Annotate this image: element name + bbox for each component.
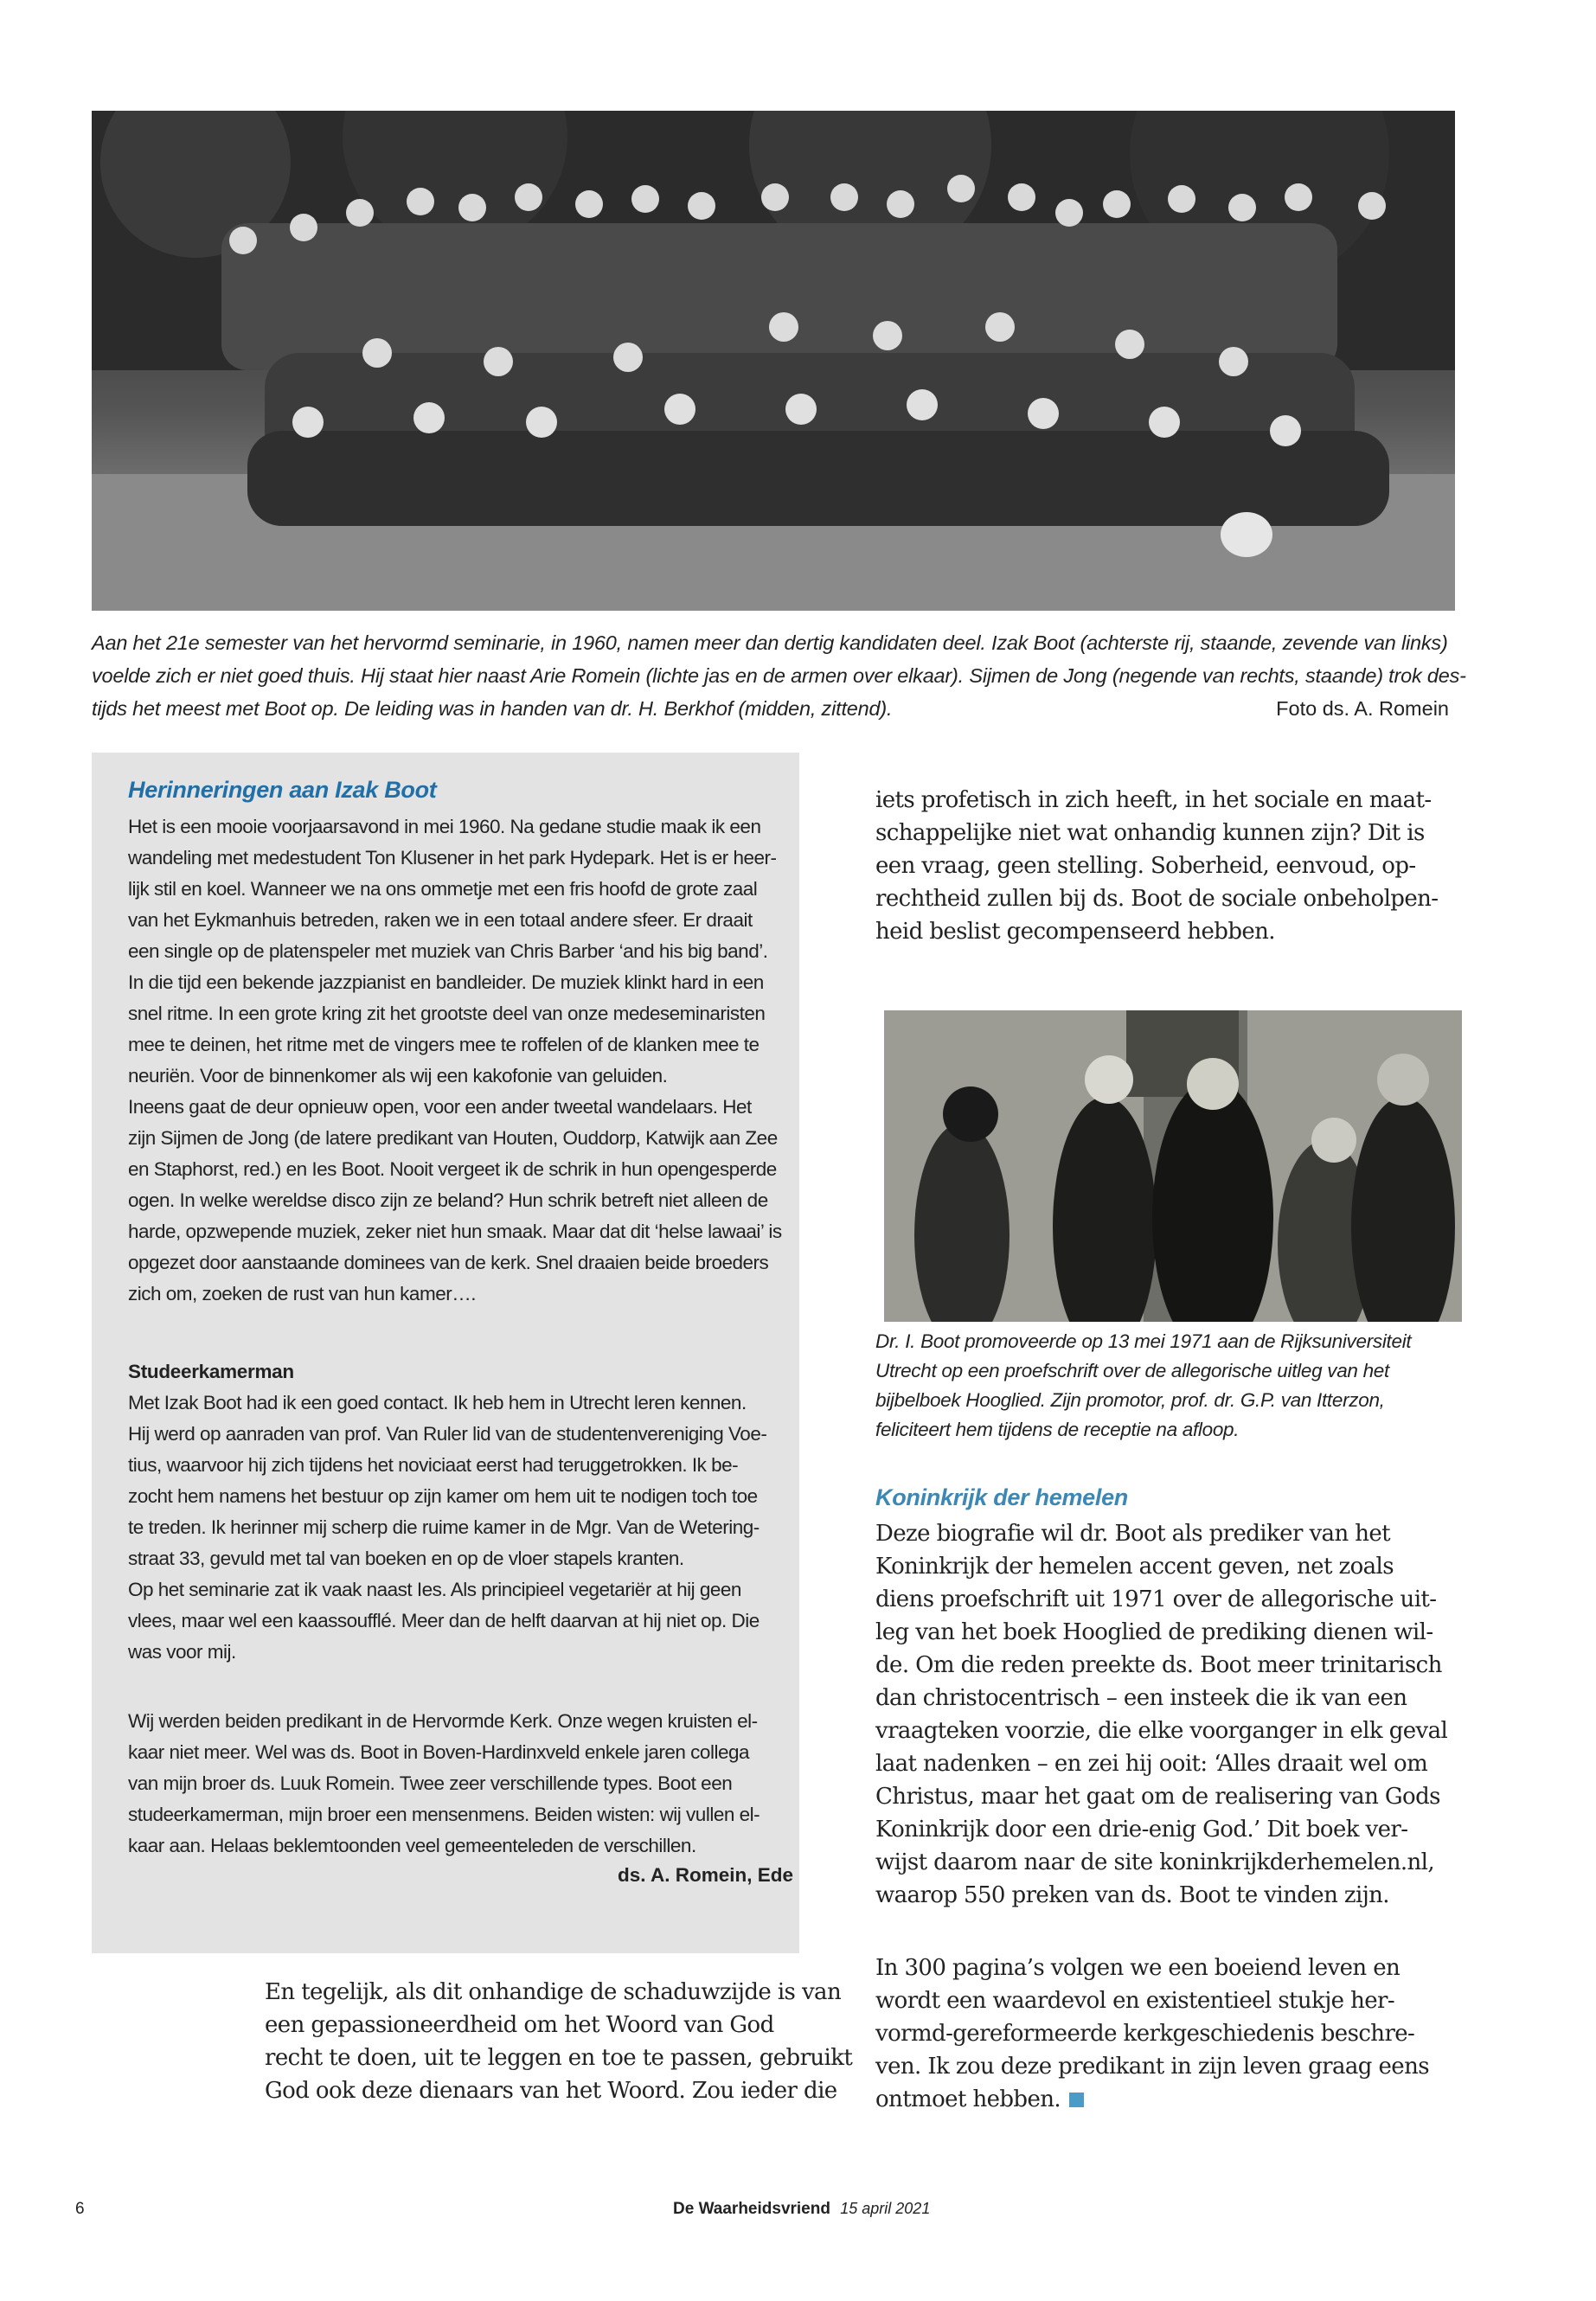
box-line: opgezet door aanstaande dominees van de kerk. Snel draaien beide broeders	[128, 1252, 769, 1273]
box-line: Het is een mooie voorjaarsavond in mei 1960. Na gedane studie maak ik een	[128, 816, 761, 837]
text-line: In 300 pagina’s volgen we een boeiend leven en	[875, 1955, 1401, 1981]
box-line: van mijn broer ds. Luuk Romein. Twee zeer verschillende types. Boot een	[128, 1772, 733, 1794]
text-line: een vraag, geen stelling. Soberheid, eenvoud, op-	[875, 853, 1416, 879]
box-line: zich om, zoeken de rust van hun kamer….	[128, 1283, 476, 1304]
text-line: schappelijke niet wat onhandig kunnen zijn? Dit is	[875, 820, 1425, 846]
caption-line: Dr. I. Boot promoveerde op 13 mei 1971 aan de Rijksuniversiteit	[875, 1330, 1412, 1352]
box-line: van het Eykmanhuis betreden, raken we in een totaal andere sfeer. Er draait	[128, 909, 753, 931]
section-paragraph-2	[875, 1952, 1429, 2116]
text-line: een gepassioneerdheid om het Woord van God	[265, 2012, 774, 2038]
caption-line: feliciteert hem tijdens de receptie na afloop.	[875, 1419, 1240, 1440]
right-photo-caption	[875, 1327, 1411, 1445]
text-line: God ook deze dienaars van het Woord. Zou ieder die	[265, 2078, 837, 2104]
text-line: iets profetisch in zich heeft, in het sociale en maat-	[875, 787, 1432, 813]
text-line: ven. Ik zou deze predikant in zijn leven graag eens	[875, 2054, 1429, 2080]
text-line: waarop 550 preken van ds. Boot te vinden zijn.	[875, 1882, 1389, 1908]
caption-line: Aan het 21e semester van het hervormd seminarie, in 1960, namen meer dan dertig kandidaten deel. Izak Boot (achterste rij, staande, zevende van links)	[92, 631, 1448, 654]
text-line: vraagteken voorzie, die elke voorganger in elk geval	[875, 1718, 1448, 1744]
text-line: wijst daarom naar de site koninkrijkderhemelen.nl,	[875, 1849, 1435, 1875]
caption-line: bijbelboek Hooglied. Zijn promotor, prof. dr. G.P. van Itterzon,	[875, 1389, 1385, 1411]
text-line: de. Om die reden preekte ds. Boot meer trinitarisch	[875, 1652, 1442, 1678]
box-line: kaar aan. Helaas beklemtoonden veel gemeenteleden de verschillen.	[128, 1835, 696, 1856]
box-line: wandeling met medestudent Ton Klusener in het park Hydepark. Het is er heer-	[128, 847, 777, 868]
box-line: tius, waarvoor hij zich tijdens het noviciaat eerst had teruggetrokken. Ik be-	[128, 1454, 739, 1476]
box-subtitle: Studeerkamerman	[128, 1361, 294, 1382]
box-line: Met Izak Boot had ik een goed contact. Ik heb hem in Utrecht leren kennen.	[128, 1392, 747, 1413]
box-line: te treden. Ik herinner mij scherp die ruime kamer in de Mgr. Van de Wetering-	[128, 1516, 760, 1538]
caption-line: tijds het meest met Boot op. De leiding was in handen van dr. H. Berkhof (midden, zittend).	[92, 697, 893, 720]
box-line: zocht hem namens het bestuur op zijn kamer om hem uit te nodigen toch toe	[128, 1485, 758, 1507]
section-paragraph-1	[875, 1517, 1447, 1912]
text-line: heid beslist gecompenseerd hebben.	[875, 919, 1275, 945]
page-number: 6	[75, 2200, 85, 2218]
text-line: wordt een waardevol en existentieel stukje her-	[875, 1988, 1395, 2014]
footer-publication	[673, 2200, 930, 2219]
box-paragraph-3	[128, 1706, 760, 1862]
photo-credit: Foto ds. A. Romein	[1276, 697, 1449, 720]
box-line: was voor mij.	[128, 1641, 236, 1663]
left-bottom-paragraph	[265, 1976, 852, 2107]
text-line: Koninkrijk door een drie-enig God.’ Dit boek ver-	[875, 1817, 1408, 1843]
right-top-paragraph	[875, 784, 1438, 948]
box-line: snel ritme. In een grote kring zit het grootste deel van onze medeseminaristen	[128, 1003, 766, 1024]
text-line: laat nadenken – en zei hij ooit: ‘Alles draait wel om	[875, 1751, 1428, 1777]
box-line: ogen. In welke wereldse disco zijn ze beland? Hun schrik betreft niet alleen de	[128, 1189, 768, 1211]
box-title: Herinneringen aan Izak Boot	[128, 777, 437, 803]
box-line: lijk stil en koel. Wanneer we na ons ommetje met een fris hoofd de grote zaal	[128, 878, 758, 900]
publication-date: 15 april 2021	[840, 2200, 931, 2217]
box-signature: ds. A. Romein, Ede	[618, 1864, 793, 1886]
text-line	[875, 2083, 1429, 2116]
box-line: zijn Sijmen de Jong (de latere predikant van Houten, Ouddorp, Katwijk aan Zee	[128, 1127, 778, 1149]
box-line: mee te deinen, het ritme met de vingers mee te roffelen of de klanken mee te	[128, 1034, 760, 1055]
box-line: In die tijd een bekende jazzpianist en bandleider. De muziek klinkt hard in een	[128, 971, 764, 993]
promotion-photo	[884, 1010, 1462, 1322]
box-line: studeerkamerman, mijn broer een mensenmens. Beiden wisten: wij vullen el-	[128, 1804, 760, 1825]
text-line: leg van het boek Hooglied de prediking dienen wil-	[875, 1619, 1433, 1645]
text-line: En tegelijk, als dit onhandige de schaduwzijde is van	[265, 1979, 842, 2005]
top-photo-caption	[92, 626, 1466, 725]
box-paragraph-2	[128, 1388, 766, 1668]
text-line: Koninkrijk der hemelen accent geven, net zoals	[875, 1554, 1394, 1580]
box-line: Ineens gaat de deur opnieuw open, voor een ander tweetal wandelaars. Het	[128, 1096, 752, 1118]
box-line: een single op de platenspeler met muziek van Chris Barber ‘and his big band’.	[128, 940, 768, 962]
box-line: vlees, maar wel een kaassoufflé. Meer dan de helft daarvan at hij niet op. Die	[128, 1610, 760, 1631]
text-line: Christus, maar het gaat om de realisering van Gods	[875, 1784, 1440, 1810]
publication-name: De Waarheidsvriend	[673, 2200, 830, 2218]
box-paragraph-1	[128, 811, 782, 1310]
group-photo-illustration	[92, 111, 1455, 611]
box-line: en Staphorst, red.) en Ies Boot. Nooit vergeet ik de schrik in hun opengesperde	[128, 1158, 777, 1180]
top-group-photo	[92, 111, 1455, 611]
promotion-photo-illustration	[884, 1010, 1462, 1322]
section-heading: Koninkrijk der hemelen	[875, 1484, 1128, 1510]
text-line: recht te doen, uit te leggen en toe te passen, gebruikt	[265, 2045, 853, 2071]
box-line: Op het seminarie zat ik vaak naast Ies. Als principieel vegetariër at hij geen	[128, 1579, 741, 1600]
caption-line: voelde zich er niet goed thuis. Hij staat hier naast Arie Romein (lichte jas en de armen over elkaar). Sijmen de Jong (negende van rechts, staande) trok des-	[92, 664, 1466, 687]
box-line: harde, opzwepende muziek, zeker niet hun smaak. Maar dat dit ‘helse lawaai’ is	[128, 1221, 782, 1242]
text-line-content: ontmoet hebben.	[875, 2086, 1061, 2112]
box-line: Hij werd op aanraden van prof. Van Ruler lid van de studentenvereniging Voe-	[128, 1423, 767, 1445]
text-line: Deze biografie wil dr. Boot als prediker van het	[875, 1521, 1391, 1547]
box-line: Wij werden beiden predikant in de Hervormde Kerk. Onze wegen kruisten el-	[128, 1710, 758, 1732]
text-line: diens proefschrift uit 1971 over de allegorische uit-	[875, 1586, 1437, 1612]
end-of-article-marker	[1069, 2093, 1084, 2107]
text-line: rechtheid zullen bij ds. Boot de sociale onbeholpen-	[875, 886, 1439, 912]
box-line: neuriën. Voor de binnenkomer als wij een kakofonie van geluiden.	[128, 1065, 668, 1086]
text-line: vormd-gereformeerde kerkgeschiedenis beschre-	[875, 2021, 1415, 2047]
box-line: straat 33, gevuld met tal van boeken en op de vloer stapels kranten.	[128, 1548, 684, 1569]
text-line: dan christocentrisch – een insteek die ik van een	[875, 1685, 1407, 1711]
box-line: kaar niet meer. Wel was ds. Boot in Boven-Hardinxveld enkele jaren collega	[128, 1741, 749, 1763]
caption-line: Utrecht op een proefschrift over de allegorische uitleg van het	[875, 1360, 1389, 1381]
